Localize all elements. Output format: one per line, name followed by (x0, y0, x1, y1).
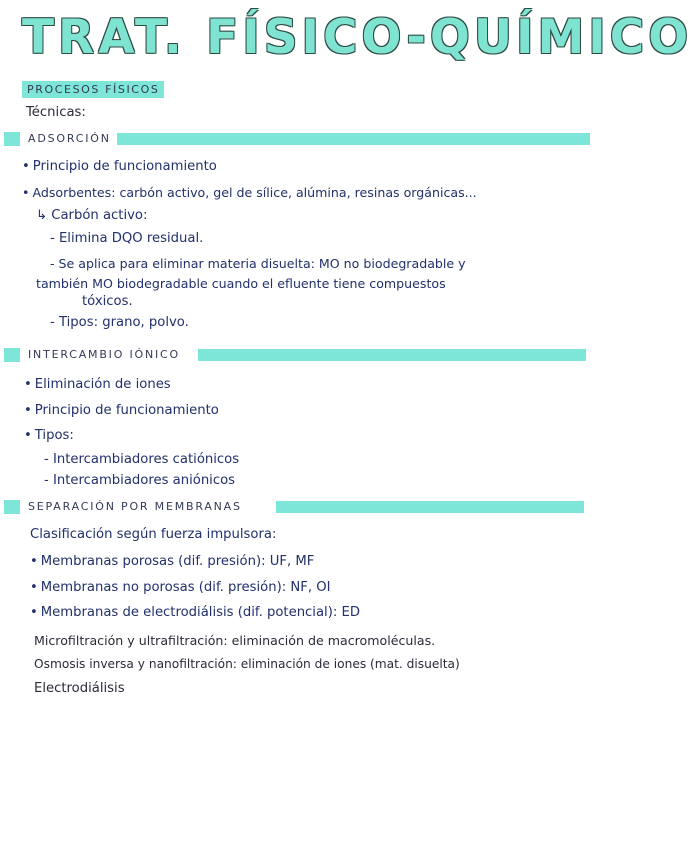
list-item (22, 184, 477, 201)
list-item (30, 604, 360, 621)
list-item-text: Principio de funcionamiento (34, 403, 219, 418)
sub-heading: ↳ Carbón activo: (36, 208, 148, 223)
section-title: ADSORCIÓN (28, 131, 117, 146)
note-line: Electrodiálisis (34, 681, 125, 696)
bullet-icon: • (24, 377, 32, 392)
bullet-icon: • (30, 554, 38, 569)
list-item-continuation: también MO biodegradable cuando el efluente tiene compuestos (36, 276, 446, 291)
list-item-continuation: tóxicos. (82, 294, 133, 309)
list-item (22, 158, 217, 175)
list-item: - Elimina DQO residual. (50, 231, 204, 246)
list-item (30, 579, 330, 596)
section-marker (4, 500, 20, 514)
list-item: - Tipos: grano, polvo. (50, 315, 189, 330)
list-item (24, 376, 171, 393)
list-item: - Se aplica para eliminar materia disuelta: MO no biodegradable y (50, 256, 466, 271)
subtitle-procesos-fisicos: PROCESOS FÍSICOS (22, 81, 164, 98)
bullet-icon: • (22, 185, 30, 200)
tecnicas-label: Técnicas: (26, 105, 86, 120)
list-item: - Intercambiadores catiónicos (44, 452, 240, 467)
note-line: Microfiltración y ultrafiltración: eliminación de macromoléculas. (34, 633, 436, 648)
section-header-separacion-membranas (4, 498, 584, 516)
bullet-icon: • (30, 580, 38, 595)
list-item-text: Membranas porosas (dif. presión): UF, MF (40, 554, 315, 569)
section-header-adsorcion (4, 130, 590, 148)
section-title: SEPARACIÓN POR MEMBRANAS (28, 499, 248, 514)
section-header-intercambio-ionico (4, 346, 586, 364)
note-line: Osmosis inversa y nanofiltración: eliminación de iones (mat. disuelta) (34, 657, 460, 671)
list-item-text: Membranas no porosas (dif. presión): NF, OI (40, 580, 331, 595)
list-item-text: Adsorbentes: carbón activo, gel de sílice, alúmina, resinas orgánicas... (32, 185, 477, 200)
bullet-icon: • (24, 403, 32, 418)
bullet-icon: • (22, 159, 30, 174)
section-marker (4, 132, 20, 146)
list-item-text: Eliminación de iones (34, 377, 171, 392)
section-title: INTERCAMBIO IÓNICO (28, 347, 186, 362)
section-bar (276, 501, 584, 513)
section-bar (198, 349, 586, 361)
list-item-text: Membranas de electrodiálisis (dif. potencial): ED (40, 605, 360, 620)
bullet-icon: • (30, 605, 38, 620)
list-item (24, 402, 219, 419)
membranes-classification: Clasificación según fuerza impulsora: (30, 527, 277, 542)
section-bar (116, 133, 590, 145)
list-item-text: Principio de funcionamiento (32, 159, 217, 174)
list-item: - Intercambiadores aniónicos (44, 473, 236, 488)
bullet-icon: • (24, 428, 32, 443)
section-marker (4, 348, 20, 362)
list-item (24, 427, 74, 444)
page-title: TRAT. FÍSICO-QUÍMICO (22, 10, 692, 65)
list-item (30, 553, 314, 570)
list-item-text: Tipos: (34, 428, 74, 443)
